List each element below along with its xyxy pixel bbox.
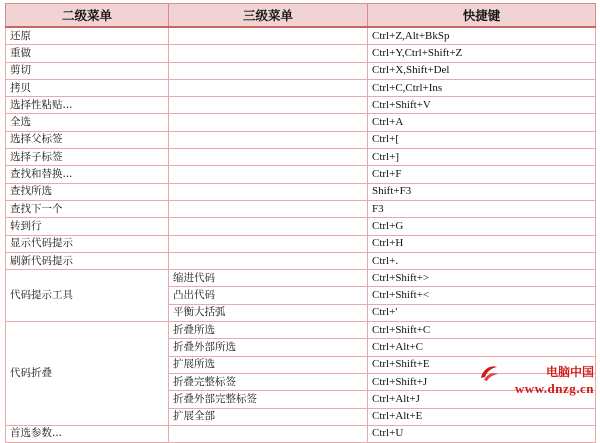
submenu-cell: 平衡大括弧 — [169, 304, 368, 321]
shortcut-cell: Ctrl+[ — [368, 131, 596, 148]
submenu-cell — [169, 114, 368, 131]
table-row — [6, 45, 596, 62]
menu-cell: 刷新代码提示 — [6, 252, 169, 269]
shortcut-cell: Ctrl+Alt+J — [368, 391, 596, 408]
shortcut-cell: Shift+F3 — [368, 183, 596, 200]
submenu-cell — [169, 131, 368, 148]
table-row — [6, 252, 596, 269]
menu-cell: 拷贝 — [6, 79, 169, 96]
shortcut-cell: Ctrl+G — [368, 218, 596, 235]
submenu-cell: 折叠所选 — [169, 322, 368, 339]
shortcut-cell: Ctrl+Z,Alt+BkSp — [368, 27, 596, 45]
shortcut-cell: Ctrl+Y,Ctrl+Shift+Z — [368, 45, 596, 62]
submenu-cell — [169, 166, 368, 183]
submenu-cell: 扩展全部 — [169, 408, 368, 425]
site-logo-icon — [478, 362, 500, 384]
shortcut-cell: Ctrl+A — [368, 114, 596, 131]
submenu-cell — [169, 45, 368, 62]
submenu-cell — [169, 200, 368, 217]
table-row — [6, 114, 596, 131]
submenu-cell — [169, 183, 368, 200]
menu-group-code-folding: 代码折叠 — [6, 322, 169, 426]
header-shortcut: 快捷键 — [368, 4, 596, 28]
shortcut-cell: Ctrl+X,Shift+Del — [368, 62, 596, 79]
table-row — [6, 183, 596, 200]
submenu-cell — [169, 425, 368, 442]
submenu-cell — [169, 79, 368, 96]
menu-cell: 还原 — [6, 27, 169, 45]
menu-cell: 剪切 — [6, 62, 169, 79]
table-row — [6, 425, 596, 442]
table-row — [6, 97, 596, 114]
table-row — [6, 79, 596, 96]
header-tertiary-menu: 三级菜单 — [169, 4, 368, 28]
header-secondary-menu: 二级菜单 — [6, 4, 169, 28]
submenu-cell: 折叠外部完整标签 — [169, 391, 368, 408]
submenu-cell — [169, 62, 368, 79]
shortcut-cell: Ctrl+C,Ctrl+Ins — [368, 79, 596, 96]
menu-cell: 查找下一个 — [6, 200, 169, 217]
submenu-cell — [169, 149, 368, 166]
table-row — [6, 200, 596, 217]
submenu-cell: 折叠完整标签 — [169, 373, 368, 390]
menu-cell: 显示代码提示 — [6, 235, 169, 252]
menu-cell: 首选参数... — [6, 425, 169, 442]
submenu-cell — [169, 218, 368, 235]
submenu-cell — [169, 252, 368, 269]
shortcut-cell: Ctrl+Shift+E — [368, 356, 596, 373]
shortcut-cell: F3 — [368, 200, 596, 217]
menu-cell: 选择子标签 — [6, 149, 169, 166]
menu-cell: 查找和替换... — [6, 166, 169, 183]
shortcut-cell: Ctrl+] — [368, 149, 596, 166]
shortcut-cell: Ctrl+Shift+> — [368, 270, 596, 287]
watermark-site-name: 电脑中国 — [545, 365, 594, 379]
table-row — [6, 270, 596, 287]
shortcut-cell: Ctrl+' — [368, 304, 596, 321]
submenu-cell: 凸出代码 — [169, 287, 368, 304]
submenu-cell — [169, 235, 368, 252]
menu-cell: 选择父标签 — [6, 131, 169, 148]
menu-cell: 查找所选 — [6, 183, 169, 200]
menu-cell: 重做 — [6, 45, 169, 62]
table-row — [6, 149, 596, 166]
menu-cell: 选择性粘贴... — [6, 97, 169, 114]
watermark-site-url: www.dnzg.cn — [514, 381, 594, 396]
table-row — [6, 131, 596, 148]
table-row — [6, 218, 596, 235]
table-row — [6, 322, 596, 339]
submenu-cell: 扩展所选 — [169, 356, 368, 373]
submenu-cell — [169, 97, 368, 114]
table-row — [6, 62, 596, 79]
shortcut-cell: Ctrl+. — [368, 252, 596, 269]
shortcut-cell: Ctrl+Alt+E — [368, 408, 596, 425]
shortcut-cell: Ctrl+Shift+C — [368, 322, 596, 339]
table-row — [6, 166, 596, 183]
menu-cell: 全选 — [6, 114, 169, 131]
shortcut-cell: Ctrl+Shift+J — [368, 373, 596, 390]
header-row — [6, 4, 596, 28]
shortcut-cell: Ctrl+F — [368, 166, 596, 183]
watermark — [478, 360, 596, 398]
table-row — [6, 27, 596, 45]
shortcut-cell: Ctrl+Alt+C — [368, 339, 596, 356]
shortcut-cell: Ctrl+H — [368, 235, 596, 252]
table-row — [6, 235, 596, 252]
menu-cell: 转到行 — [6, 218, 169, 235]
submenu-cell: 缩进代码 — [169, 270, 368, 287]
shortcut-cell: Ctrl+U — [368, 425, 596, 442]
submenu-cell: 折叠外部所选 — [169, 339, 368, 356]
submenu-cell — [169, 27, 368, 45]
shortcut-cell: Ctrl+Shift+V — [368, 97, 596, 114]
menu-group-code-hint-tools: 代码提示工具 — [6, 270, 169, 322]
shortcut-cell: Ctrl+Shift+< — [368, 287, 596, 304]
